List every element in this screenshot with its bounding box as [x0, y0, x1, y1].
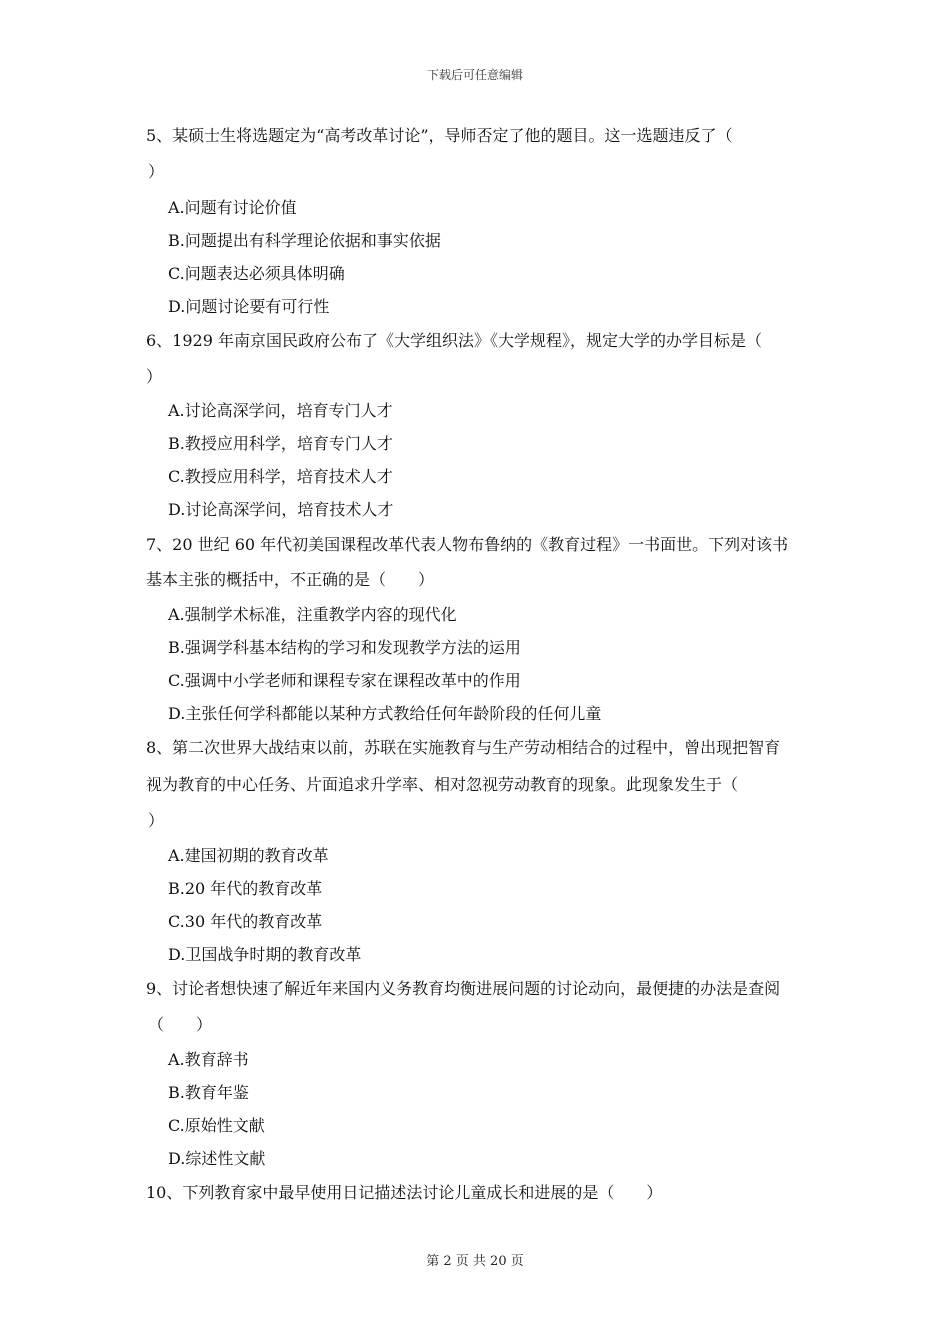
question-5-option-b: B.问题提出有科学理论依据和事实依据	[168, 231, 441, 250]
page-header: 下载后可任意编辑	[426, 68, 523, 82]
question-6-option-a: A.讨论高深学问，培育专门人才	[168, 401, 393, 420]
question-5-line-1: 5、某硕士生将选题定为“高考改革讨论”，导师否定了他的题目。这一选题违反了（	[146, 126, 733, 145]
question-7-line-1: 7、20 世纪 60 年代初美国课程改革代表人物布鲁纳的《教育过程》一书面世。下列对该书	[146, 535, 789, 554]
page-footer: 第 2 页 共 20 页	[426, 1254, 524, 1269]
question-7-option-c: C.强调中小学老师和课程专家在课程改革中的作用	[168, 671, 521, 690]
question-6-line-1: 6、1929 年南京国民政府公布了《大学组织法》《大学规程》，规定大学的办学目标是（	[146, 331, 762, 350]
question-6-option-c: C.教授应用科学，培育技术人才	[168, 467, 393, 486]
question-9-line-2: （ ）	[148, 1015, 213, 1034]
question-9-line-1: 9、讨论者想快速了解近年来国内义务教育均衡进展问题的讨论动向，最便捷的办法是查阅	[146, 979, 781, 998]
question-8-line-1: 8、第二次世界大战结束以前，苏联在实施教育与生产劳动相结合的过程中，曾出现把智育	[146, 738, 781, 757]
question-9-option-d: D.综述性文献	[168, 1149, 266, 1168]
question-7-line-2: 基本主张的概括中，不正确的是（ ）	[146, 570, 435, 589]
question-8-option-a: A.建国初期的教育改革	[168, 846, 329, 865]
question-5-option-d: D.问题讨论要有可行性	[168, 297, 330, 316]
question-7-option-b: B.强调学科基本结构的学习和发现教学方法的运用	[168, 638, 521, 657]
question-8-option-b: B.20 年代的教育改革	[168, 879, 323, 898]
question-9-option-c: C.原始性文献	[168, 1116, 265, 1135]
question-8-line-2: 视为教育的中心任务、片面追求升学率、相对忽视劳动教育的现象。此现象发生于（	[146, 775, 739, 794]
question-7-option-a: A.强制学术标准，注重教学内容的现代化	[168, 605, 457, 624]
question-6-option-b: B.教授应用科学，培育专门人才	[168, 434, 393, 453]
question-8-option-c: C.30 年代的教育改革	[168, 912, 323, 931]
question-5-line-2: ）	[148, 162, 165, 181]
question-5-option-c: C.问题表达必须具体明确	[168, 264, 345, 283]
question-9-option-b: B.教育年鉴	[168, 1083, 249, 1102]
question-8-line-3: ）	[148, 811, 165, 830]
question-6-option-d: D.讨论高深学问，培育技术人才	[168, 500, 394, 519]
question-9-option-a: A.教育辞书	[168, 1050, 249, 1069]
question-7-option-d: D.主张任何学科都能以某种方式教给任何年龄阶段的任何儿童	[168, 704, 602, 723]
question-10-line-1: 10、下列教育家中最早使用日记描述法讨论儿童成长和进展的是（ ）	[146, 1183, 663, 1202]
question-5-option-a: A.问题有讨论价值	[168, 198, 297, 217]
question-8-option-d: D.卫国战争时期的教育改革	[168, 945, 362, 964]
question-6-line-2: ）	[146, 367, 163, 386]
